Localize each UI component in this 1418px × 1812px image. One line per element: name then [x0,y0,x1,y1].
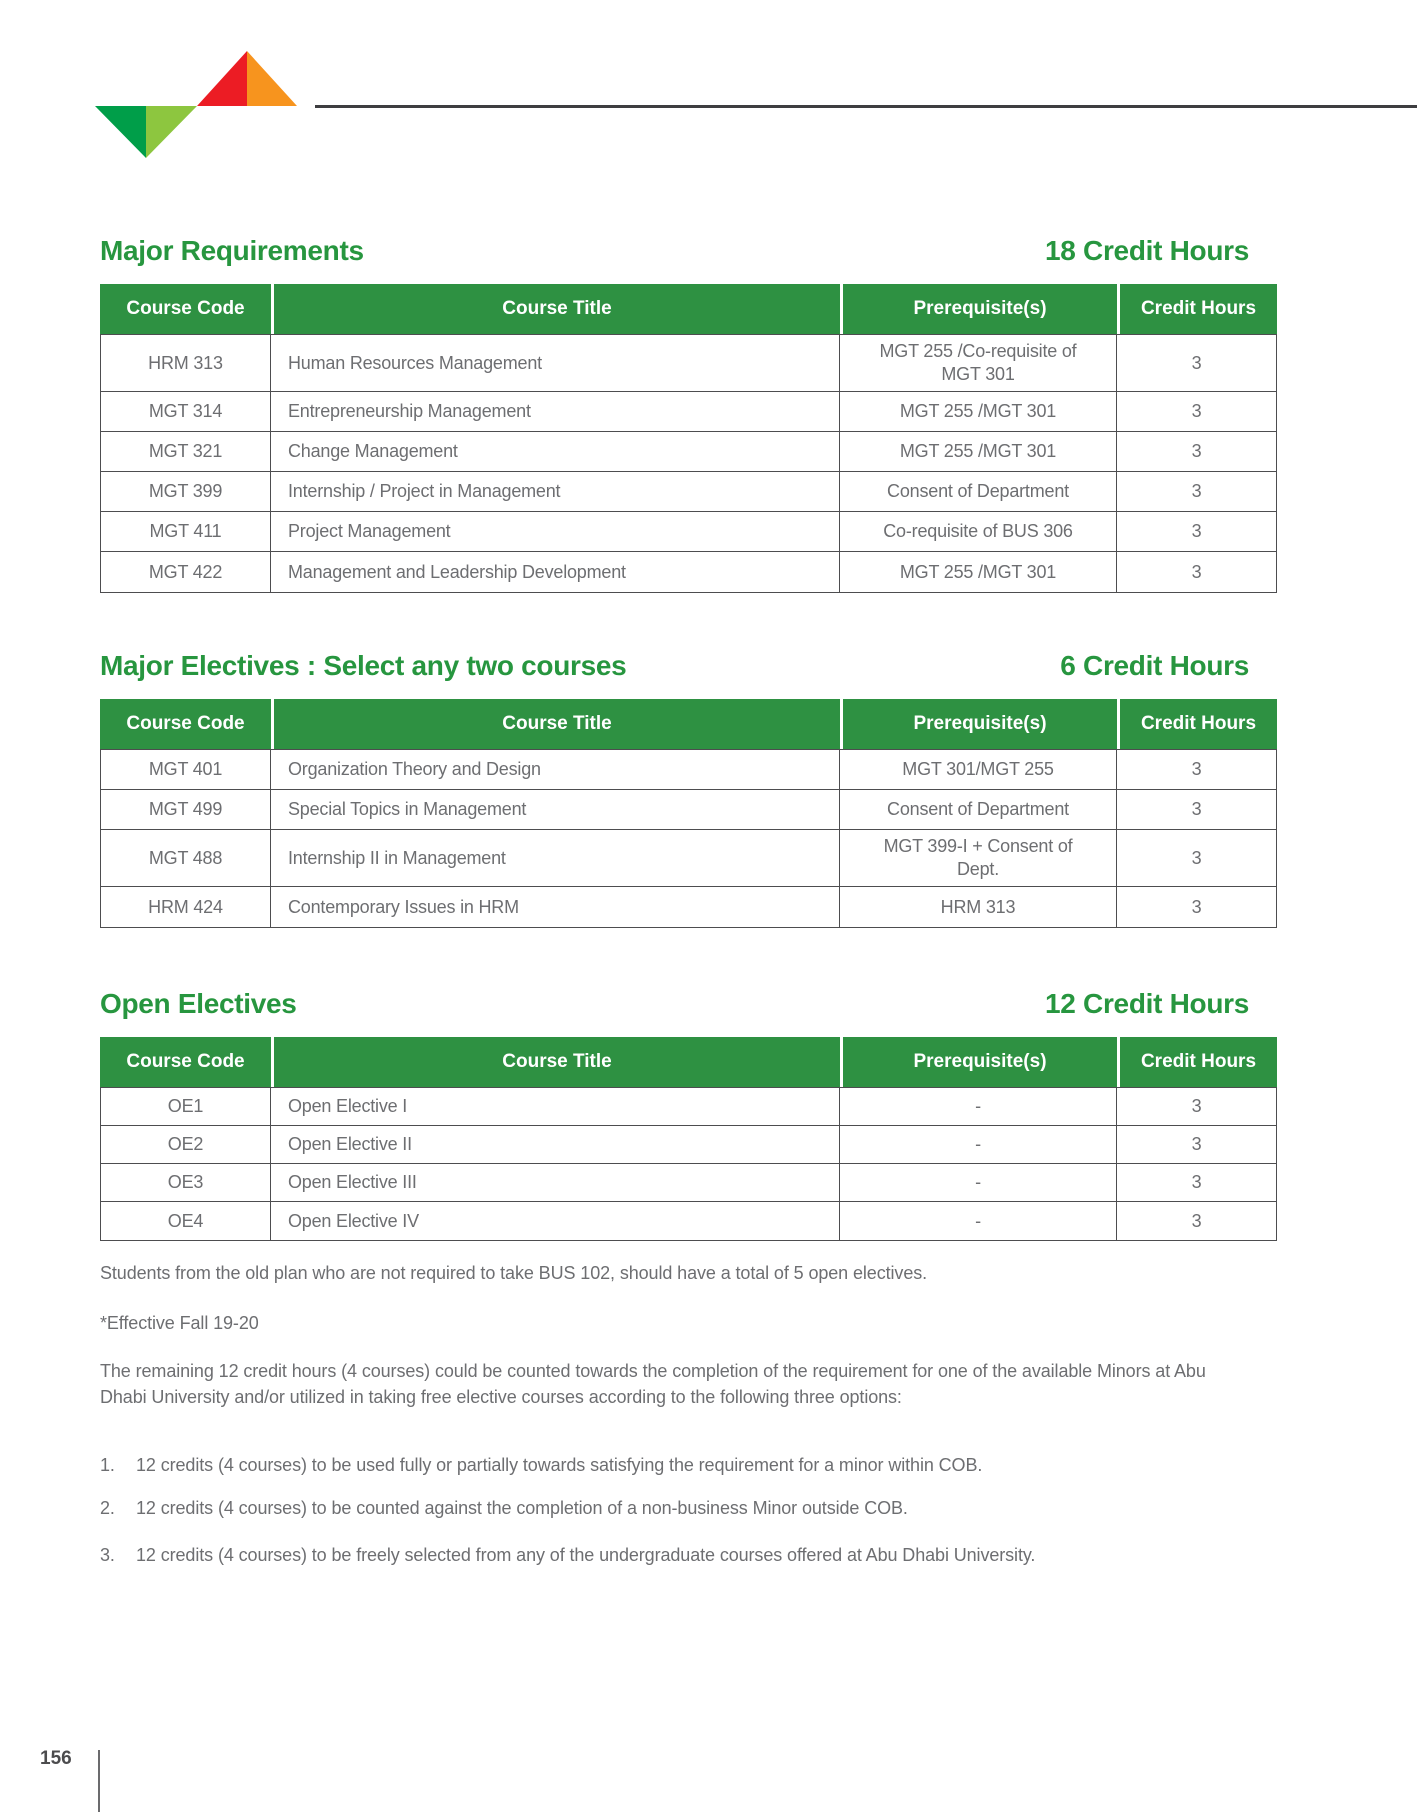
course-title-cell: Entrepreneurship Management [271,392,840,431]
course-title-cell: Open Elective IV [271,1202,840,1240]
major-requirements-table [100,284,1277,593]
prerequisite-cell: Co-requisite of BUS 306 [840,512,1117,551]
section-credit-hours: 18 Credit Hours [1045,235,1249,266]
option-item [100,1495,1240,1521]
page-number: 156 [40,1748,72,1769]
course-code-cell: MGT 399 [101,472,271,511]
section-major-electives [100,651,1277,928]
note-old-plan: Students from the old plan who are not required to take BUS 102, should have a total of 5 open electives. [100,1263,928,1283]
option-text: 12 credits (4 courses) to be used fully or partially towards satisfying the requirement for a minor within COB. [136,1455,983,1475]
prerequisite-cell: - [840,1088,1117,1125]
credit-hours-cell: 3 [1191,759,1202,779]
course-title-cell: Change Management [271,432,840,471]
course-title-cell: Organization Theory and Design [271,750,840,789]
header-rule-divider [315,105,1417,108]
table-row [101,1126,1276,1164]
column-header-prerequisites: Prerequisite(s) [840,1037,1117,1087]
course-code-cell: HRM 424 [101,887,271,927]
prerequisite-cell: - [840,1126,1117,1163]
prerequisite-cell: - [840,1164,1117,1201]
table-row [101,472,1276,512]
column-header-course-code: Course Code [100,284,271,334]
credit-hours-cell: 3 [1191,1096,1202,1116]
course-code-cell: MGT 499 [101,790,271,829]
major-electives-table [100,699,1277,928]
column-header-credit-hours: Credit Hours [1117,699,1277,749]
column-header-prerequisites: Prerequisite(s) [840,284,1117,334]
course-code-cell: MGT 411 [101,512,271,551]
column-header-course-title: Course Title [271,284,840,334]
table-row [101,830,1276,887]
open-electives-table [100,1037,1277,1241]
section-open-electives [100,989,1277,1241]
prerequisite-cell: Consent of Department [840,790,1117,829]
course-title-cell: Open Elective I [271,1088,840,1125]
table-row [101,790,1276,830]
table-header-row [100,1037,1277,1087]
option-text: 12 credits (4 courses) to be counted against the completion of a non-business Minor outside COB. [136,1498,908,1518]
course-title-cell: Special Topics in Management [271,790,840,829]
prerequisite-cell: MGT 255 /MGT 301 [840,392,1117,431]
credit-hours-cell: 3 [1191,1172,1202,1192]
column-header-prerequisites: Prerequisite(s) [840,699,1117,749]
course-code-cell: MGT 314 [101,392,271,431]
credit-hours-cell: 3 [1191,896,1202,917]
credit-hours-cell: 3 [1191,521,1202,541]
course-title-cell: Internship / Project in Management [271,472,840,511]
section-heading [100,651,1277,681]
table-row [101,1202,1276,1240]
credit-hours-cell: 3 [1191,847,1202,868]
credit-hours-cell: 3 [1191,1134,1202,1154]
prerequisite-cell: MGT 301/MGT 255 [840,750,1117,789]
course-title-cell: Contemporary Issues in HRM [271,887,840,927]
credit-hours-cell: 3 [1191,441,1202,461]
course-code-cell: MGT 401 [101,750,271,789]
footer-rule-divider [98,1750,100,1812]
course-code-cell: MGT 321 [101,432,271,471]
table-row [101,1164,1276,1202]
credit-hours-cell: 3 [1191,1210,1202,1231]
credit-hours-cell: 3 [1191,561,1202,582]
section-title: Major Electives : Select any two courses [100,650,627,681]
prerequisite-cell: MGT 255 /MGT 301 [840,552,1117,592]
section-credit-hours: 6 Credit Hours [1060,650,1249,681]
table-body [100,1087,1277,1241]
table-row [101,1088,1276,1126]
table-row [101,552,1276,592]
course-code-cell: OE4 [101,1202,271,1240]
column-header-credit-hours: Credit Hours [1117,1037,1277,1087]
course-code-cell: OE3 [101,1164,271,1201]
table-header-row [100,284,1277,334]
option-item [100,1452,1240,1478]
prerequisite-cell: - [840,1202,1117,1240]
option-number: 2. [100,1498,115,1518]
column-header-course-title: Course Title [271,1037,840,1087]
course-code-cell: MGT 488 [101,830,271,886]
prerequisite-cell: MGT 399-I + Consent of Dept. [840,830,1117,886]
credit-hours-cell: 3 [1191,481,1202,501]
option-number: 3. [100,1545,115,1565]
section-title: Major Requirements [100,235,364,266]
option-number: 1. [100,1455,115,1475]
prerequisite-cell: HRM 313 [840,887,1117,927]
option-text: 12 credits (4 courses) to be freely selected from any of the undergraduate courses offered at Abu Dhabi University. [136,1545,1036,1565]
course-title-cell: Open Elective III [271,1164,840,1201]
table-body [100,334,1277,593]
course-title-cell: Open Elective II [271,1126,840,1163]
section-heading [100,989,1277,1019]
table-row [101,887,1276,927]
table-header-row [100,699,1277,749]
table-row [101,392,1276,432]
table-body [100,749,1277,928]
section-title: Open Electives [100,988,297,1019]
course-code-cell: HRM 313 [101,335,271,391]
prerequisite-cell: MGT 255 /Co-requisite of MGT 301 [840,335,1117,391]
column-header-credit-hours: Credit Hours [1117,284,1277,334]
section-heading [100,236,1277,266]
course-code-cell: OE1 [101,1088,271,1125]
prerequisite-cell: Consent of Department [840,472,1117,511]
prerequisite-cell: MGT 255 /MGT 301 [840,432,1117,471]
course-title-cell: Project Management [271,512,840,551]
note-remaining-credits: The remaining 12 credit hours (4 courses) could be counted towards the completion of the requirement for one of the available Minors at Abu Dhabi University and/or utilized in taking free elective courses according to the following three options: [100,1361,1206,1407]
university-logo [95,51,297,158]
table-row [101,750,1276,790]
column-header-course-code: Course Code [100,1037,271,1087]
option-item [100,1542,1240,1568]
section-major-requirements [100,236,1277,593]
credit-hours-cell: 3 [1191,799,1202,819]
table-row [101,335,1276,392]
credit-hours-cell: 3 [1191,352,1202,373]
table-row [101,432,1276,472]
column-header-course-code: Course Code [100,699,271,749]
note-effective-term: *Effective Fall 19-20 [100,1313,259,1333]
course-title-cell: Management and Leadership Development [271,552,840,592]
course-code-cell: MGT 422 [101,552,271,592]
course-title-cell: Human Resources Management [271,335,840,391]
credit-hours-cell: 3 [1191,401,1202,421]
column-header-course-title: Course Title [271,699,840,749]
course-title-cell: Internship II in Management [271,830,840,886]
table-row [101,512,1276,552]
course-code-cell: OE2 [101,1126,271,1163]
section-credit-hours: 12 Credit Hours [1045,988,1249,1019]
